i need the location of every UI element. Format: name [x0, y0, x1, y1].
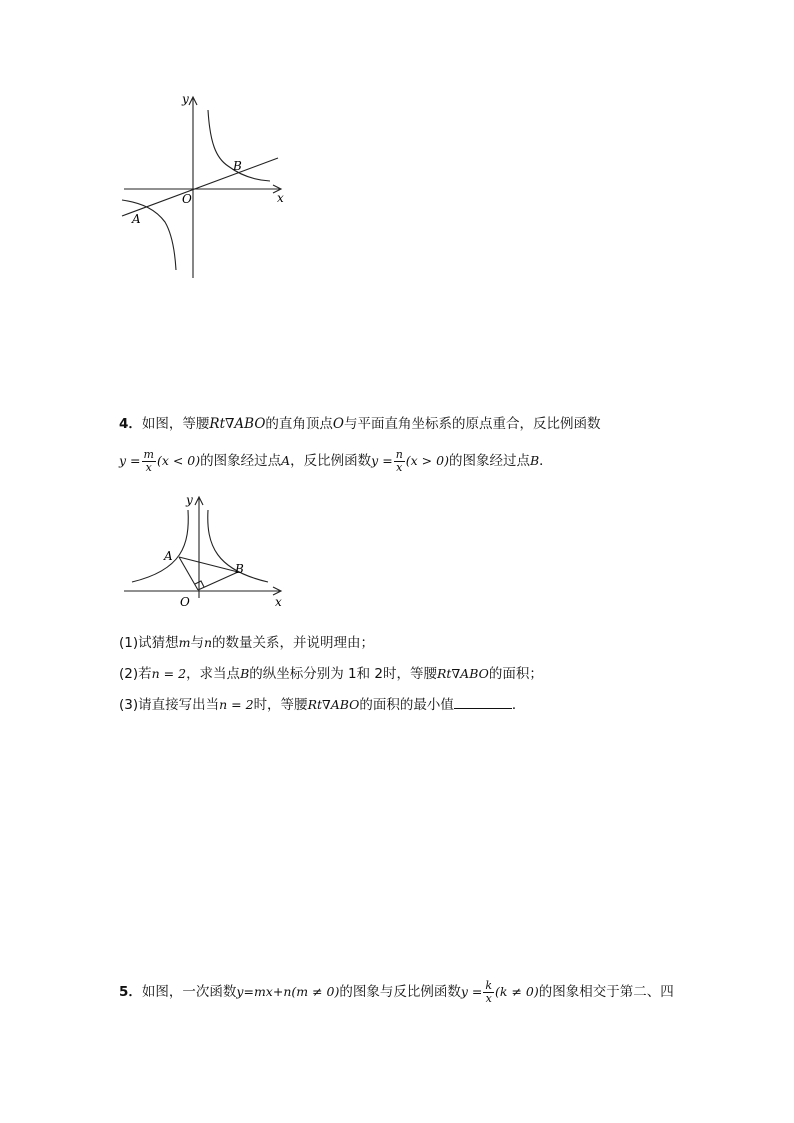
q4-sub1-m: m: [178, 635, 191, 650]
q4-text-2end: ．: [539, 453, 553, 469]
q4-f1-frac: [142, 449, 156, 474]
q4-sub1-text-b: 与: [190, 635, 204, 651]
q4-text-2c: 的图象经过点: [448, 453, 530, 469]
q4-f1-lhs: y =: [119, 453, 141, 468]
q4-sub3-triangle: Rt∇ABO: [307, 697, 360, 712]
q4-point-a: A: [281, 453, 291, 468]
q4-text-2b: ，反比例函数: [290, 453, 372, 469]
q4-sub2-text-b: ，求当点: [186, 666, 241, 682]
q4-sub1-text-a: (1)试猜想: [119, 635, 179, 651]
q5-f-linear-cond: (m ≠ 0): [291, 984, 340, 999]
q4-text-1b: 的直角顶点: [265, 416, 333, 432]
q4-sub2-triangle: Rt∇ABO: [437, 666, 489, 681]
q4-f1-num: m: [143, 447, 154, 461]
q5-line-1: [119, 979, 674, 1005]
q4-sub-3: [119, 695, 525, 715]
q4-text-1a: 如图，等腰: [141, 416, 210, 432]
figure-1-label-a: A: [132, 212, 141, 226]
q4-number: 4．: [119, 416, 142, 432]
figure-1-label-o: O: [182, 192, 192, 206]
q4-f2-frac: [394, 449, 405, 474]
q4-sub1-text-c: 的数量关系，并说明理由；: [212, 635, 375, 651]
figure-2-side-ao: [179, 557, 198, 590]
q4-f2-num: n: [395, 447, 403, 461]
figure-2-label-o: O: [180, 595, 190, 609]
figure-1-curve-q3: [122, 200, 176, 270]
figure-2-label-b: B: [235, 562, 244, 576]
q4-sub2-text-a: (2)若: [119, 666, 152, 682]
figure-1-line: [122, 158, 278, 216]
q4-sub3-text-a: (3)请直接写出当: [119, 697, 220, 713]
figure-2-curve-left: [132, 510, 188, 582]
q5-text-a: 如图，一次函数: [141, 984, 237, 1000]
q5-f-num: k: [485, 978, 493, 992]
figure-2-label-x: x: [275, 595, 282, 609]
q4-f2-lhs: y =: [371, 453, 393, 468]
q4-text-1c: 与平面直角坐标系的原点重合，反比例函数: [344, 416, 601, 432]
figure-1: [118, 88, 290, 283]
q4-f2-den: x: [396, 460, 403, 474]
q4-sub3-text-b: 时，等腰: [253, 697, 308, 713]
figure-2-side-bo: [198, 572, 238, 590]
figure-1-label-x: x: [277, 191, 284, 205]
q5-f-linear: y=mx+n: [236, 984, 292, 999]
q4-sub2-text-c: 的纵坐标分别为 1和 2时，等腰: [249, 666, 438, 682]
q4-line-2: [119, 448, 553, 474]
q5-f-lhs: y =: [460, 984, 483, 999]
q5-f-frac: [483, 980, 494, 1005]
q4-sub1-n: n: [203, 635, 213, 650]
q4-sub3-text-c: 的面积的最小值: [359, 697, 454, 713]
q4-triangle: Rt∇ABO: [209, 416, 266, 432]
q4-point-b: B: [529, 453, 540, 468]
q4-sub-1: [119, 633, 374, 653]
q4-f1-den: x: [145, 460, 152, 474]
figure-2-label-y: y: [186, 493, 193, 507]
q4-sub2-point: B: [240, 666, 250, 681]
q5-number: 5．: [119, 984, 142, 1000]
q4-sub2-text-d: 的面积；: [488, 666, 543, 682]
q4-sub3-answer-blank: [454, 696, 512, 709]
q4-sub3-end: ．: [511, 697, 526, 713]
figure-2-side-ab: [179, 557, 238, 572]
q4-sub3-cond: n = 2: [219, 697, 254, 712]
q4-point-o: O: [332, 416, 344, 432]
q5-f-den: x: [485, 991, 492, 1005]
figure-1-label-y: y: [182, 92, 189, 106]
q5-f-cond: (k ≠ 0): [495, 984, 539, 999]
figure-2: [118, 490, 290, 612]
q4-f2-cond: (x > 0): [405, 453, 449, 468]
q4-f1-cond: (x < 0): [156, 453, 201, 468]
figure-2-label-a: A: [164, 549, 173, 563]
q4-sub-2: [119, 664, 543, 684]
q4-sub2-cond: n = 2: [151, 666, 187, 681]
q5-text-c: 的图象相交于第二、四: [538, 984, 674, 1000]
q4-line-1: [119, 414, 601, 434]
q4-text-2a: 的图象经过点: [200, 453, 282, 469]
figure-1-label-b: B: [233, 159, 242, 173]
q5-text-b: 的图象与反比例函数: [339, 984, 461, 1000]
